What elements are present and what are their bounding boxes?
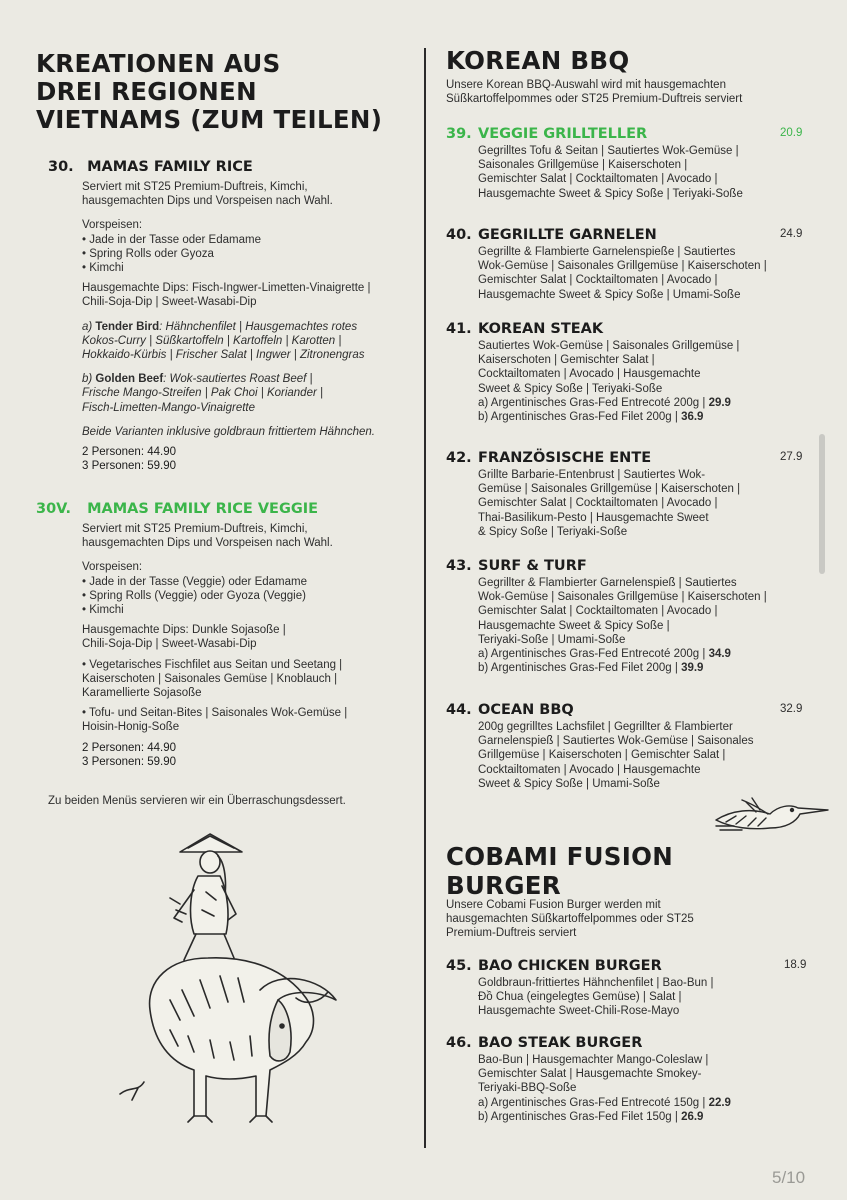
description-line: Cocktailtomaten | Avocado | Hausgemachte: [478, 368, 701, 381]
column-divider: [424, 48, 426, 1148]
item-name: MAMAS FAMILY RICE: [87, 159, 253, 175]
item-description: [478, 720, 816, 791]
option-price: 22.9: [708, 1096, 731, 1109]
burger-heading-line-2: BURGER: [446, 871, 561, 900]
description-line: Sweet & Spicy Soße | Teriyaki-Soße: [478, 382, 663, 395]
item-title: [446, 449, 816, 467]
description-line: 200g gegrilltes Lachsfilet | Gegrillter & Flambierter: [478, 721, 733, 733]
item-name: MAMAS FAMILY RICE VEGGIE: [87, 501, 319, 517]
item-name: KOREAN STEAK: [478, 321, 604, 337]
description-line: Teriyaki-Soße | Umami-Soße: [478, 633, 626, 646]
option-line: [478, 410, 816, 424]
menu-item-46: [446, 1034, 816, 1124]
variant-a-line: Kokos-Curry | Süßkartoffeln | Kartoffeln | Karotten |: [82, 334, 342, 347]
item-name: VEGGIE GRILLTELLER: [478, 126, 648, 142]
dips-line: Chili-Soja-Dip | Sweet-Wasabi-Dip: [82, 638, 257, 651]
intro-line: hausgemachten Dips und Vorspeisen nach Wahl.: [82, 195, 333, 208]
variant-b-line: Fisch-Limetten-Mango-Vinaigrette: [82, 401, 256, 414]
item-price: 18.9: [784, 959, 807, 971]
description-line: Wok-Gemüse | Saisonales Grillgemüse | Kaiserschoten |: [478, 591, 767, 604]
item-title: [446, 226, 816, 244]
option-line: Hoisin-Honig-Soße: [82, 721, 180, 734]
item-number: 45.: [446, 958, 472, 974]
description-line: Hausgemachte Sweet-Chili-Rose-Mayo: [478, 1005, 680, 1018]
item-name: SURF & TURF: [478, 558, 587, 574]
item-number: 30V.: [36, 501, 72, 517]
description-line: Cocktailtomaten | Avocado | Hausgemachte: [478, 763, 701, 776]
item-description: [478, 245, 816, 302]
menu-item-30v: [36, 500, 416, 769]
item-title: [446, 1034, 816, 1052]
option-line: [478, 396, 816, 410]
description-line: Gemüse | Saisonales Grillgemüse | Kaiserschoten |: [478, 483, 741, 496]
scrollbar-thumb[interactable]: [819, 434, 825, 574]
burger-heading: [446, 842, 673, 900]
description-line: & Spicy Soße | Teriyaki-Soße: [478, 525, 628, 538]
item-description: [478, 976, 816, 1019]
left-heading-line-3: VIETNAMS (ZUM TEILEN): [36, 105, 383, 134]
menu-item-45: [446, 957, 816, 1019]
intro-line: Serviert mit ST25 Premium-Duftreis, Kimchi,: [82, 523, 308, 535]
starter-line: • Jade in der Tasse oder Edamame: [82, 233, 261, 246]
starters-label: Vorspeisen:: [82, 219, 143, 232]
item-name: FRANZÖSISCHE ENTE: [478, 450, 652, 466]
option-price: 39.9: [681, 662, 704, 675]
subtitle-line: Unsere Korean BBQ-Auswahl wird mit hausgemachten: [446, 79, 726, 91]
item-number: 43.: [446, 558, 472, 574]
description-line: Gemischter Salat | Cocktailtomaten | Avocado |: [478, 274, 718, 287]
dessert-note: Zu beiden Menüs servieren wir ein Überraschungsdessert.: [48, 795, 346, 807]
description-line: Teriyaki-BBQ-Soße: [478, 1082, 577, 1095]
option-line: Karamellierte Sojasoße: [82, 687, 202, 700]
item-price: 20.9: [780, 127, 803, 139]
item-name: BAO CHICKEN BURGER: [478, 958, 662, 974]
menu-item-30: [48, 158, 418, 473]
korean-bbq-heading: KOREAN BBQ: [446, 46, 630, 75]
description-line: Hausgemachte Sweet & Spicy Soße | Teriyaki-Soße: [478, 187, 743, 200]
dips-line: Chili-Soja-Dip | Sweet-Wasabi-Dip: [82, 296, 257, 309]
description-line: Wok-Gemüse | Saisonales Grillgemüse | Kaiserschoten |: [478, 260, 767, 273]
description-line: Sweet & Spicy Soße | Umami-Soße: [478, 777, 660, 790]
bird-illustration: [712, 796, 832, 836]
item-title: [446, 125, 816, 143]
description-line: Goldbraun-frittiertes Hähnchenfilet | Bao-Bun |: [478, 977, 714, 989]
option-label: a) Argentinisches Gras-Fed Entrecoté 200g |: [478, 648, 709, 661]
option-label: b) Argentinisches Gras-Fed Filet 150g |: [478, 1110, 682, 1123]
variant-b: b) Golden Beef: Wok-sautiertes Roast Beef |: [82, 373, 313, 386]
intro-line: Serviert mit ST25 Premium-Duftreis, Kimchi,: [82, 181, 308, 193]
menu-item-40: [446, 226, 816, 302]
starter-line: • Spring Rolls oder Gyoza: [82, 247, 214, 260]
option-line: [478, 647, 816, 661]
item-description: [82, 522, 416, 769]
subtitle-line: Premium-Duftreis serviert: [446, 927, 577, 939]
starter-line: • Spring Rolls (Veggie) oder Gyoza (Veggie): [82, 589, 306, 602]
item-price: 32.9: [780, 703, 803, 715]
subtitle-line: hausgemachten Süßkartoffelpommes oder ST25: [446, 913, 694, 925]
item-description: [478, 468, 816, 539]
item-title: [36, 500, 416, 518]
farmer-on-buffalo-illustration: [110, 830, 340, 1130]
item-name: OCEAN BBQ: [478, 702, 574, 718]
description-line: Hausgemachte Sweet & Spicy Soße |: [478, 619, 670, 632]
option-line: • Tofu- und Seitan-Bites | Saisonales Wok-Gemüse |: [82, 707, 348, 720]
variant-b-name: Golden Beef: [95, 373, 164, 386]
starter-line: • Jade in der Tasse (Veggie) oder Edamame: [82, 575, 307, 588]
intro-line: hausgemachten Dips und Vorspeisen nach Wahl.: [82, 537, 333, 550]
burger-subtitle: [446, 898, 694, 940]
option-line: [478, 1110, 816, 1124]
option-label: b) Argentinisches Gras-Fed Filet 200g |: [478, 662, 682, 675]
description-line: Thai-Basilikum-Pesto | Hausgemachte Sweet: [478, 511, 709, 524]
description-line: Đồ Chua (eingelegtes Gemüse) | Salat |: [478, 991, 682, 1004]
item-title: [446, 320, 816, 338]
description-line: Kaiserschoten | Gemischter Salat |: [478, 354, 655, 367]
price-line: 3 Personen: 59.90: [82, 460, 176, 473]
item-number: 30.: [48, 159, 74, 175]
description-line: Hausgemachte Sweet & Spicy Soße | Umami-Soße: [478, 288, 741, 301]
item-title: [446, 957, 816, 975]
starter-line: • Kimchi: [82, 604, 124, 617]
option-price: 29.9: [708, 396, 731, 409]
starters-label: Vorspeisen:: [82, 561, 143, 574]
left-heading: [36, 50, 382, 134]
description-line: Gegrilltes Tofu & Seitan | Sautiertes Wok-Gemüse |: [478, 145, 739, 157]
burger-heading-line-1: COBAMI FUSION: [446, 842, 674, 871]
item-number: 40.: [446, 227, 472, 243]
description-line: Sautiertes Wok-Gemüse | Saisonales Grillgemüse |: [478, 340, 740, 352]
item-description: [478, 576, 816, 675]
item-title: [446, 701, 816, 719]
item-description: [82, 180, 418, 473]
subtitle-line: Unsere Cobami Fusion Burger werden mit: [446, 899, 661, 911]
item-number: 39.: [446, 126, 472, 142]
item-description: [478, 144, 816, 201]
description-line: Grillgemüse | Kaiserschoten | Gemischter Salat |: [478, 749, 726, 762]
description-line: Garnelenspieß | Sautiertes Wok-Gemüse | Saisonales: [478, 735, 754, 748]
option-line: [478, 1096, 816, 1110]
item-number: 44.: [446, 702, 472, 718]
variant-a-line: Hokkaido-Kürbis | Frischer Salat | Ingwer | Zitronengras: [82, 349, 365, 362]
item-number: 42.: [446, 450, 472, 466]
menu-item-39: [446, 125, 816, 201]
option-line: • Vegetarisches Fischfilet aus Seitan und Seetang |: [82, 658, 343, 671]
price-line: 2 Personen: 44.90: [82, 741, 176, 754]
korean-bbq-subtitle: [446, 78, 742, 106]
dips-line: Hausgemachte Dips: Dunkle Sojasoße |: [82, 624, 286, 637]
item-title: [446, 557, 816, 575]
item-number: 46.: [446, 1035, 472, 1051]
item-description: [478, 1053, 816, 1124]
subtitle-line: Süßkartoffelpommes oder ST25 Premium-Duftreis serviert: [446, 93, 743, 105]
item-title: [48, 158, 418, 176]
item-price: 27.9: [780, 451, 803, 463]
option-line: Kaiserschoten | Saisonales Gemüse | Knoblauch |: [82, 672, 338, 685]
variant-a: a) Tender Bird: Hähnchenfilet | Hausgemachtes rotes: [82, 320, 358, 333]
description-line: Gemischter Salat | Cocktailtomaten | Avocado |: [478, 605, 718, 618]
description-line: Gemischter Salat | Hausgemachte Smokey-: [478, 1068, 702, 1081]
variant-a-name: Tender Bird: [95, 320, 160, 333]
price-line: 3 Personen: 59.90: [82, 755, 176, 768]
option-price: 34.9: [708, 648, 731, 661]
description-line: Gegrillte & Flambierte Garnelenspieße | Sautiertes: [478, 246, 736, 258]
item-price: 24.9: [780, 228, 803, 240]
description-line: Bao-Bun | Hausgemachter Mango-Coleslaw |: [478, 1054, 709, 1066]
option-label: a) Argentinisches Gras-Fed Entrecoté 200g |: [478, 396, 709, 409]
variant-note: Beide Varianten inklusive goldbraun frittiertem Hähnchen.: [82, 425, 375, 438]
item-name: BAO STEAK BURGER: [478, 1035, 643, 1051]
option-price: 26.9: [681, 1110, 704, 1123]
variant-b-line: Frische Mango-Streifen | Pak Choi | Koriander |: [82, 387, 323, 400]
left-heading-line-1: KREATIONEN AUS: [36, 49, 281, 78]
menu-item-44: [446, 701, 816, 791]
option-line: [478, 661, 816, 675]
option-label: b) Argentinisches Gras-Fed Filet 200g |: [478, 411, 682, 424]
item-number: 41.: [446, 321, 472, 337]
page-number: 5/10: [772, 1168, 806, 1187]
description-line: Grillte Barbarie-Entenbrust | Sautiertes Wok-: [478, 469, 706, 481]
description-line: Gemischter Salat | Cocktailtomaten | Avocado |: [478, 173, 718, 186]
option-label: a) Argentinisches Gras-Fed Entrecoté 150g |: [478, 1096, 709, 1109]
starter-line: • Kimchi: [82, 262, 124, 275]
menu-item-43: [446, 557, 816, 675]
item-name: GEGRILLTE GARNELEN: [478, 227, 657, 243]
dips-line: Hausgemachte Dips: Fisch-Ingwer-Limetten-Vinaigrette |: [82, 282, 371, 295]
menu-item-41: [446, 320, 816, 424]
description-line: Gegrillter & Flambierter Garnelenspieß | Sautiertes: [478, 577, 737, 589]
price-line: 2 Personen: 44.90: [82, 446, 176, 459]
left-heading-line-2: DREI REGIONEN: [36, 77, 257, 106]
menu-item-42: [446, 449, 816, 539]
description-line: Gemischter Salat | Cocktailtomaten | Avocado |: [478, 497, 718, 510]
option-price: 36.9: [681, 411, 704, 424]
item-description: [478, 339, 816, 424]
description-line: Saisonales Grillgemüse | Kaiserschoten |: [478, 159, 688, 172]
